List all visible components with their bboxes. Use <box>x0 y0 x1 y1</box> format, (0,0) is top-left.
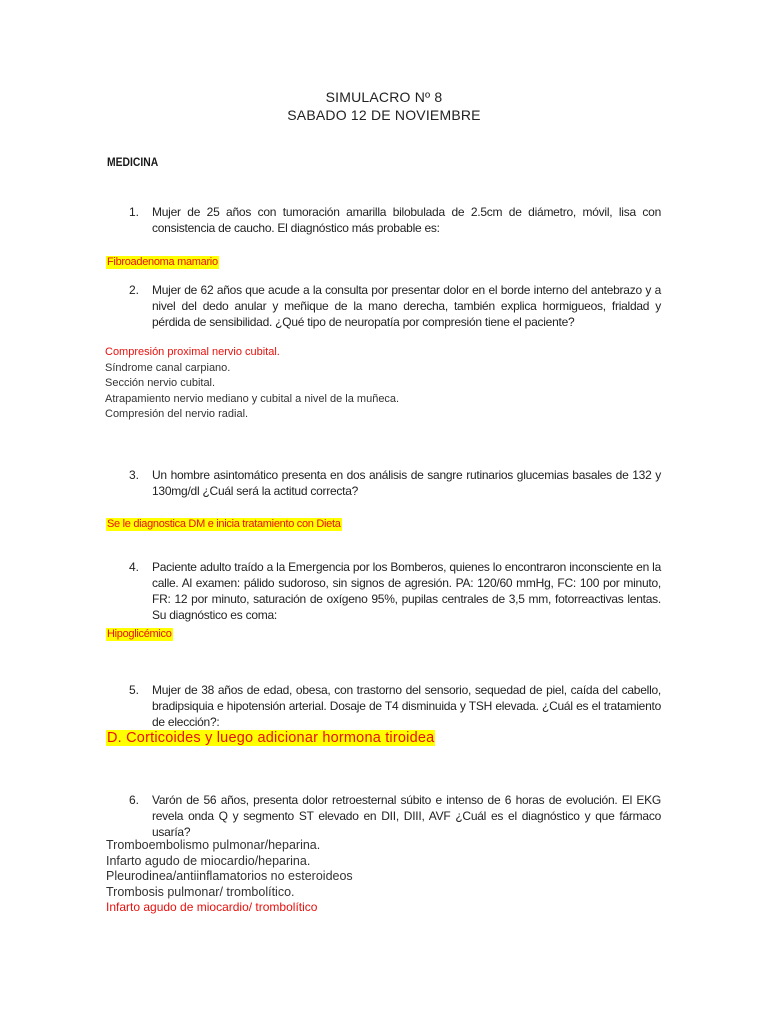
question-6-option: Trombosis pulmonar/ trombolítico. <box>106 884 295 899</box>
question-6-option: Infarto agudo de miocardio/heparina. <box>106 853 311 868</box>
question-2-option: Atrapamiento nervio mediano y cubital a nivel de la muñeca. <box>105 392 400 405</box>
exam-date: SABADO 12 DE NOVIEMBRE <box>287 107 481 123</box>
question-2-number: 2. <box>129 283 140 297</box>
question-6-number: 6. <box>129 793 140 807</box>
question-4-answer: Hipoglicémico <box>107 628 172 640</box>
question-5-answer: D. Corticoides y luego adicionar hormona tiroidea <box>107 730 435 746</box>
question-5-number: 5. <box>129 683 140 697</box>
question-6-option: Pleurodinea/antiinflamatorios no esteroideos <box>106 869 353 883</box>
question-2-option: Sección nervio cubital. <box>105 377 216 389</box>
question-6-option-correct: Infarto agudo de miocardio/ trombolítico <box>106 900 318 914</box>
question-6-option: Tromboembolismo pulmonar/heparina. <box>106 838 321 852</box>
question-3-text: Un hombre asintomático presenta en dos análisis de sangre rutinarios glucemias basales de 132 y 130mg/dl ¿Cuál será la actitud correcta? <box>152 468 661 498</box>
question-3-answer: Se le diagnostica DM e inicia tratamiento con Dieta <box>107 518 341 530</box>
question-3-number: 3. <box>129 468 140 482</box>
question-6-options <box>106 838 353 916</box>
exam-title: SIMULACRO Nº 8 <box>325 89 443 105</box>
question-2-option: Síndrome canal carpiano. <box>105 361 231 374</box>
question-4-text: Paciente adulto traído a la Emergencia por los Bomberos, quienes lo encontraron inconsciente en la calle. Al examen: pálido sudoroso, sin signos de agresión. PA: 120/60 mmHg, FC: 100 por minuto, FR: 12 por minuto, saturación de oxígeno 95%, pupilas centrales de 3,5 mm, fotorreactivas lentas. Su diagnóstico es coma: <box>152 560 661 622</box>
question-4-number: 4. <box>129 560 140 574</box>
question-1-answer: Fibroadenoma mamario <box>107 256 218 268</box>
question-2-options <box>105 345 399 423</box>
question-2-text: Mujer de 62 años que acude a la consulta por presentar dolor en el borde interno del antebrazo y a nivel del dedo anular y meñique de la mano derecha, también explica hormigueos, frialdad y pérdida de sensibilidad. ¿Qué tipo de neuropatía por compresión tiene el paciente? <box>152 283 661 329</box>
question-6-text: Varón de 56 años, presenta dolor retroesternal súbito e intenso de 6 horas de evolución. El EKG revela onda Q y segmento ST elevado en DII, DIII, AVF ¿Cuál es el diagnóstico y que fármaco usaría? <box>152 793 661 839</box>
question-2-option: Compresión del nervio radial. <box>105 408 249 420</box>
question-1-number: 1. <box>129 205 140 219</box>
question-1-text: Mujer de 25 años con tumoración amarilla bilobulada de 2.5cm de diámetro, móvil, lisa con consistencia de caucho. El diagnóstico más probable es: <box>152 205 661 235</box>
section-heading: MEDICINA <box>107 157 159 169</box>
question-5-text: Mujer de 38 años de edad, obesa, con trastorno del sensorio, sequedad de piel, caída del cabello, bradipsiquia e hipotensión arterial. Dosaje de T4 disminuida y TSH elevada. ¿Cuál es el tratamiento de elección?: <box>152 683 661 729</box>
question-2-option-correct: Compresión proximal nervio cubital. <box>105 346 280 358</box>
